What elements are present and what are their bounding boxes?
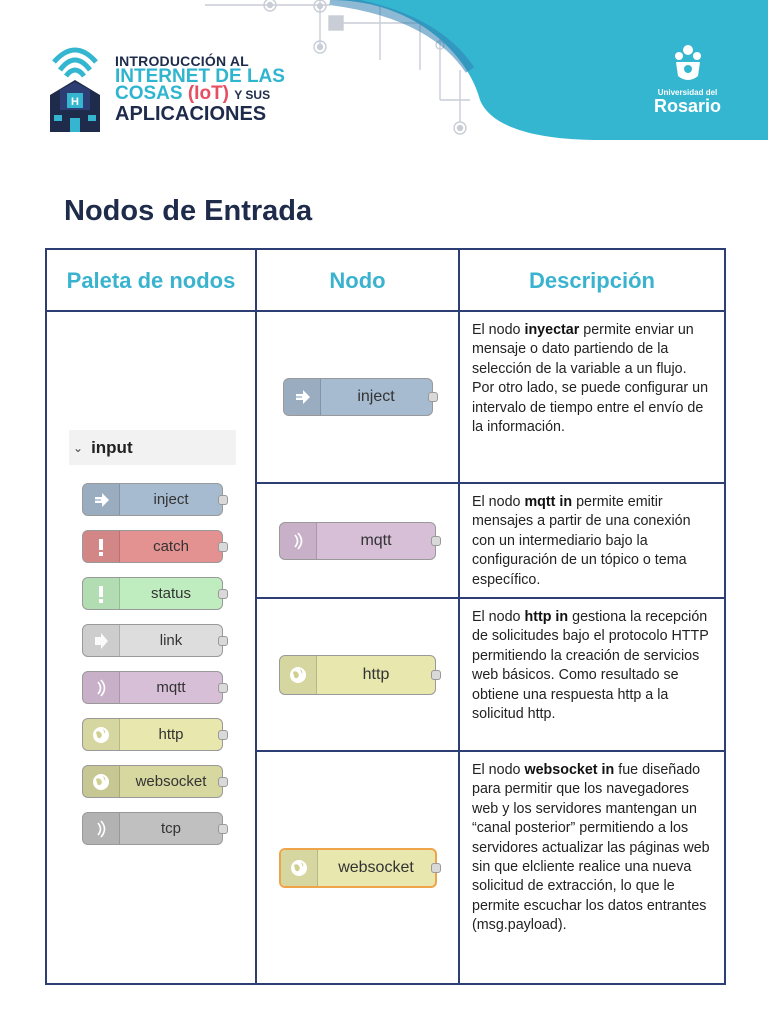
output-port[interactable] bbox=[218, 542, 228, 552]
university-logo bbox=[650, 42, 725, 115]
node-cell-http bbox=[256, 598, 459, 751]
description-mqtt: El nodo mqtt in permite emitir mensajes a partir de una conexión con un intermediario bajo la configuración de un tópico o tema específico. bbox=[459, 483, 725, 598]
exclamation-icon bbox=[83, 531, 120, 562]
arrow-in-icon bbox=[284, 379, 321, 415]
output-port[interactable] bbox=[218, 824, 228, 834]
description-http: El nodo http in gestiona la recepción de solicitudes bajo el protocolo HTTP permitiendo la creación de servicios web básicos. Como resultado se obtiene una respuesta http a la solicitud http. bbox=[459, 598, 725, 751]
output-port[interactable] bbox=[431, 670, 441, 680]
description-inject: El nodo inyectar permite enviar un mensaje o dato partiendo de la selección de la variable a un flujo. Por otro lado, se puede configurar un intervalo de tiempo entre el envío de la información. bbox=[459, 311, 725, 483]
header-palette: Paleta de nodos bbox=[46, 249, 256, 311]
table-header-row bbox=[46, 249, 725, 311]
palette-node-mqtt[interactable]: mqtt bbox=[82, 671, 223, 704]
node-cell-websocket bbox=[256, 751, 459, 984]
link-arrow-icon bbox=[83, 625, 120, 656]
table-row bbox=[46, 311, 725, 483]
arrow-in-icon bbox=[83, 484, 120, 515]
svg-text:H: H bbox=[71, 96, 79, 108]
globe-icon bbox=[83, 766, 120, 797]
node-websocket[interactable]: websocket bbox=[279, 848, 437, 888]
output-port[interactable] bbox=[218, 495, 228, 505]
page-header bbox=[0, 0, 768, 170]
output-port[interactable] bbox=[218, 683, 228, 693]
output-port[interactable] bbox=[431, 863, 441, 873]
palette-group-input[interactable] bbox=[69, 430, 236, 465]
course-title-line3: COSAS (IoT) Y SUS bbox=[115, 83, 271, 104]
node-cell-mqtt bbox=[256, 483, 459, 598]
node-palette bbox=[47, 312, 255, 983]
university-name-small: Universidad del bbox=[657, 88, 718, 97]
output-port[interactable] bbox=[218, 730, 228, 740]
palette-node-link[interactable]: link bbox=[82, 624, 223, 657]
course-title bbox=[115, 54, 285, 124]
palette-node-http[interactable]: http bbox=[82, 718, 223, 751]
course-title-line4: APLICACIONES bbox=[115, 103, 267, 125]
description-websocket: El nodo websocket in fue diseñado para permitir que los navegadores web y los servidores mantengan un “canal posterior” permitiendo a los servidores actualizar las páginas web sin que elcliente realice una nueva solicitud de extracción, lo que le permite escuchar los datos entrantes (msg.payload). bbox=[459, 751, 725, 984]
signal-icon bbox=[83, 672, 120, 703]
course-title-line1: INTRODUCCIÓN AL bbox=[115, 53, 249, 69]
output-port[interactable] bbox=[428, 392, 438, 402]
node-cell-inject bbox=[256, 311, 459, 483]
signal-icon bbox=[280, 523, 317, 559]
university-name-big: Rosario bbox=[653, 96, 722, 116]
header-description: Descripción bbox=[459, 249, 725, 311]
node-inject[interactable]: inject bbox=[283, 378, 433, 416]
palette-cell bbox=[46, 311, 256, 984]
output-port[interactable] bbox=[218, 636, 228, 646]
nodes-table bbox=[45, 248, 726, 985]
output-port[interactable] bbox=[218, 589, 228, 599]
globe-icon bbox=[281, 850, 318, 886]
palette-node-catch[interactable]: catch bbox=[82, 530, 223, 563]
exclamation-icon bbox=[83, 578, 120, 609]
crest-icon bbox=[670, 42, 706, 86]
output-port[interactable] bbox=[431, 536, 441, 546]
palette-node-tcp[interactable]: tcp bbox=[82, 812, 223, 845]
globe-icon bbox=[83, 719, 120, 750]
node-http[interactable]: http bbox=[279, 655, 436, 695]
header-node: Nodo bbox=[256, 249, 459, 311]
signal-icon bbox=[83, 813, 120, 844]
output-port[interactable] bbox=[218, 777, 228, 787]
palette-group-label: input bbox=[91, 437, 133, 457]
iot-house-logo bbox=[40, 40, 110, 135]
course-title-line2: INTERNET DE LAS bbox=[115, 66, 285, 87]
page-title: Nodos de Entrada bbox=[64, 195, 313, 227]
palette-node-inject[interactable]: inject bbox=[82, 483, 223, 516]
chevron-down-icon: ⌄ bbox=[73, 440, 84, 455]
palette-node-websocket[interactable]: websocket bbox=[82, 765, 223, 798]
node-mqtt[interactable]: mqtt bbox=[279, 522, 436, 560]
palette-node-status[interactable]: status bbox=[82, 577, 223, 610]
globe-icon bbox=[280, 656, 317, 694]
